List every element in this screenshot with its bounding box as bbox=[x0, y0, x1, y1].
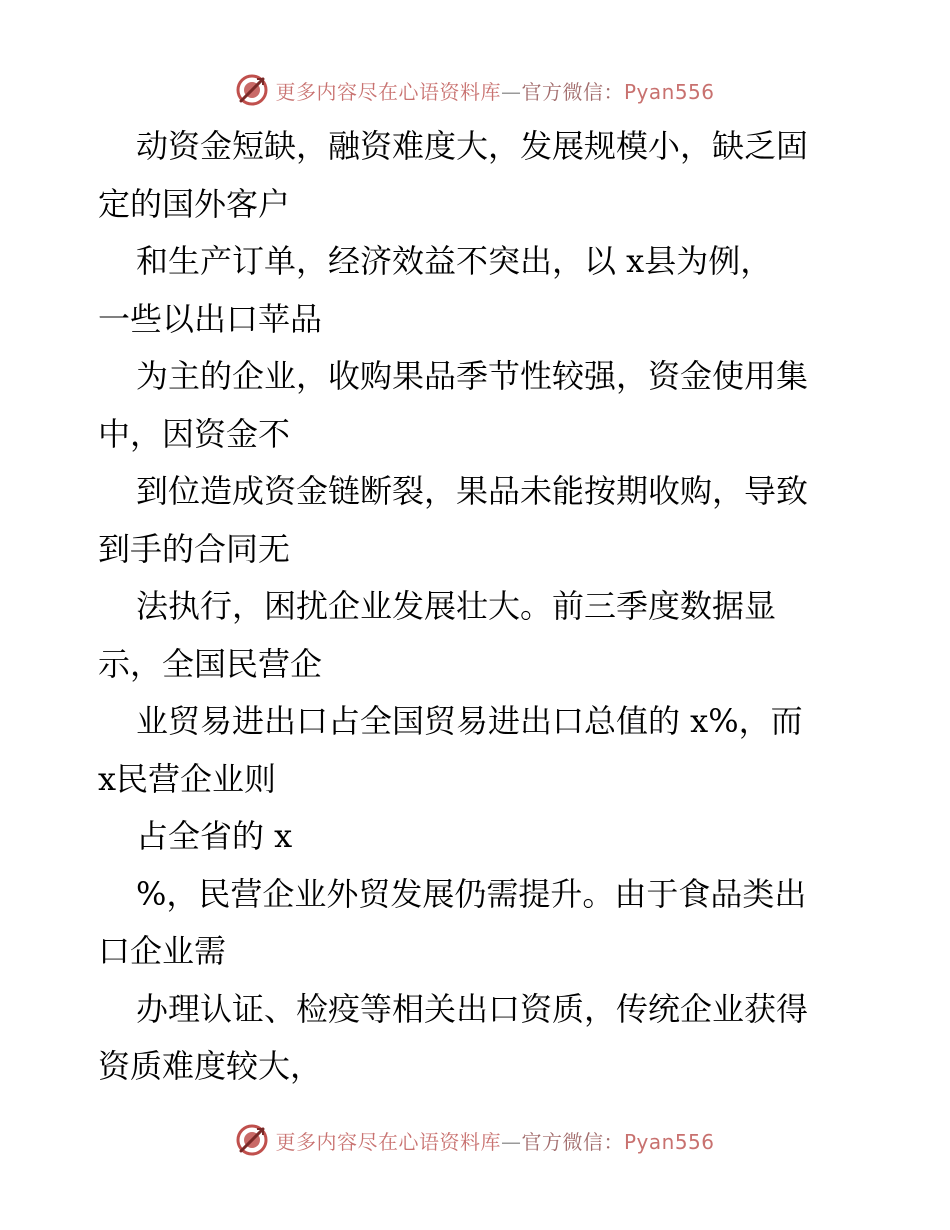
header-watermark bbox=[0, 70, 950, 110]
seal-logo-icon bbox=[235, 73, 269, 107]
watermark-main-text: 更多内容尽在心语资料库 bbox=[275, 1129, 501, 1154]
watermark-official-label: 官方微信： bbox=[521, 1129, 624, 1154]
text-line: 为主的企业，收购果品季节性较强，资金使用集 bbox=[136, 357, 809, 395]
seal-logo-icon bbox=[235, 1123, 269, 1157]
watermark-main-text: 更多内容尽在心语资料库 bbox=[275, 79, 501, 104]
text-line: 示，全国民营企 bbox=[98, 644, 323, 683]
watermark-wechat-id: Pyan556 bbox=[623, 79, 715, 104]
text-line: 和生产订单，经济效益不突出，以 x县为例， bbox=[136, 242, 773, 280]
text-line: 法执行，困扰企业发展壮大。前三季度数据显 bbox=[136, 587, 777, 625]
text-line: 动资金短缺，融资难度大，发展规模小，缺乏固 bbox=[136, 127, 809, 165]
footer-watermark bbox=[0, 1120, 950, 1160]
watermark-wechat-id: Pyan556 bbox=[623, 1129, 715, 1154]
text-line: 定的国外客户 bbox=[98, 184, 291, 223]
watermark-official-label: 官方微信： bbox=[521, 79, 624, 104]
text-line: 资质难度较大， bbox=[98, 1047, 323, 1085]
watermark-dash: — bbox=[500, 1129, 522, 1154]
document-body bbox=[98, 118, 858, 1096]
text-line: 到手的合同无 bbox=[98, 529, 291, 568]
text-line: x民营企业则 bbox=[98, 759, 277, 798]
text-line: 一些以出口苹品 bbox=[98, 299, 323, 338]
text-line: %，民营企业外贸发展仍需提升。由于食品类出 bbox=[136, 874, 807, 913]
text-line: 办理认证、检疫等相关出口资质，传统企业获得 bbox=[136, 989, 809, 1028]
text-line: 到位造成资金链断裂，果品未能按期收购，导致 bbox=[136, 472, 809, 510]
text-line: 中，因资金不 bbox=[98, 414, 291, 453]
text-line: 占全省的 x bbox=[136, 817, 293, 855]
text-line: 口企业需 bbox=[98, 932, 227, 970]
watermark-dash: — bbox=[500, 79, 522, 104]
text-line: 业贸易进出口占全国贸易进出口总值的 x%，而 bbox=[136, 702, 803, 740]
